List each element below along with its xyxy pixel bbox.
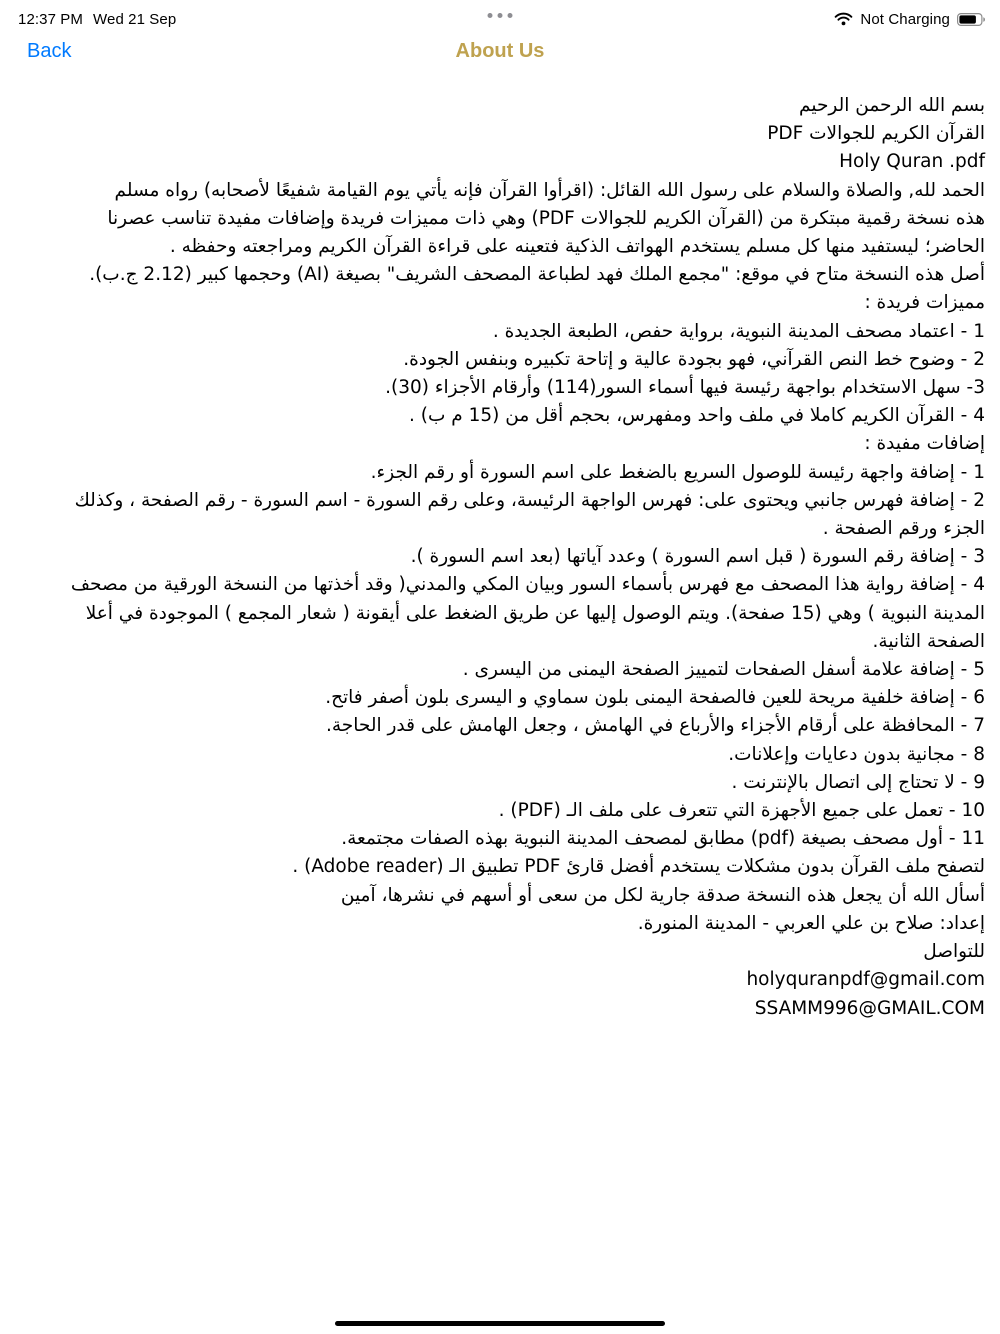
content-line: الصفحة الثانية. (872, 630, 985, 652)
battery-icon (957, 13, 986, 26)
page-title: About Us (455, 40, 545, 62)
content-line: 10 - تعمل على جميع الأجهزة التي تتعرف على ملف الـ (PDF) . (498, 800, 985, 822)
content-line: لتصفح ملف القرآن بدون مشكلات يستخدم أفضل قارئ PDF تطبيق الـ (Adobe reader) . (292, 856, 985, 878)
content-line: 1 - اعتماد مصحف المدينة النبوية، برواية حفص، الطبعة الجديدة . (492, 320, 985, 342)
content-line: 11 - أول مصحف بصيغة (pdf) مطابق لمصحف المدينة النبوية بهذه الصفات مجتمعة. (341, 828, 985, 850)
email-secondary: SSAMM996@GMAIL.COM (754, 997, 985, 1019)
contact-heading: للتواصل (923, 941, 985, 963)
dot-icon (508, 13, 513, 18)
back-button[interactable]: Back (27, 40, 72, 62)
basmala-line: بسم الله الرحمن الرحيم (799, 95, 985, 116)
content-line: 2 - إضافة فهرس جانبي ويحتوى على: فهرس الواجهة الرئيسة، وعلى رقم السورة - اسم السورة - رقم الصفحة ، وكذلك (74, 489, 985, 511)
content-line: 7 - المحافظة على أرقام الأجزاء والأرباع في الهامش ، وجعل الهامش على قدر الحاجة. (326, 715, 985, 737)
features-heading: مميزات فريدة : (864, 292, 985, 314)
dot-icon (488, 13, 493, 18)
content-line: 3- سهل الاستخدام بواجهة رئيسة فيها أسماء السور(114) وأرقام الأجزاء (30). (385, 377, 985, 399)
battery-status-label: Not Charging (860, 10, 950, 28)
about-text (15, 92, 985, 1023)
content-line: الجزء ورقم الصفحة . (822, 518, 985, 540)
status-left (18, 11, 176, 28)
status-time: 12:37 PM (18, 10, 84, 28)
email-primary: holyquranpdf@gmail.com (746, 969, 985, 991)
content-line: 5 - إضافة علامة أسفل الصفحات لتمييز الصفحة اليمنى من اليسرى . (462, 659, 985, 681)
content-line: أصل هذه النسخة متاح في موقع: "مجمع الملك فهد لطباعة المصحف الشريف" بصيغة (AI) وحجمها كبير (2.12 ج.ب). (89, 264, 985, 286)
content-line: 6 - إضافة خلفية مريحة للعين فالصفحة اليمنى بلون سماوي و اليسرى بلون أصفر فاتح. (325, 687, 985, 709)
content-line: 3 - إضافة رقم السورة ( قبل اسم السورة ) وعدد آياتها (بعد اسم السورة ). (410, 546, 985, 568)
content-line: 1 - إضافة واجهة رئيسة للوصول السريع بالضغط على اسم السورة أو رقم الجزء. (370, 461, 985, 483)
status-date: Wed 21 Sep (93, 10, 177, 28)
content-line: الحمد لله, والصلاة والسلام على رسول الله القائل: (اقرأوا القرآن فإنه يأتي يوم القيامة شفيعًا لأصحابه) رواه مسلم (114, 179, 985, 201)
status-right (834, 11, 986, 28)
content-line: 4 - القرآن الكريم كاملا في ملف واحد ومفهرس، بحجم أقل من (15 م ب) . (408, 405, 985, 427)
content-line: 9 - لا تحتاج إلى اتصال بالإنترنت . (731, 771, 985, 793)
content-line: 8 - مجانية بدون دعايات وإعلانات. (728, 743, 985, 765)
content-line: 4 - إضافة رواية هذا المصحف مع فهرس بأسماء السور وبيان المكي والمدني( وقد أخذتها من النسخة الورقية من مصحف (70, 574, 985, 596)
dot-icon (498, 13, 503, 18)
nav-bar (0, 34, 1000, 80)
home-indicator[interactable] (335, 1321, 665, 1326)
content-line: الحاضر؛ ليستفيد منها كل مسلم يستخدم الهواتف الذكية فتعينه على قراءة القرآن الكريم ومراجعته وحفظه . (169, 236, 985, 258)
status-dots-icon (488, 13, 513, 18)
content-line: المدينة النبوية ) وهي (15 صفحة). ويتم الوصول إليها عن طريق الضغط على أيقونة ( شعار المجمع ) الموجودة في أعلا (85, 602, 985, 624)
author-line: إعداد: صلاح بن علي العربي - المدينة المنورة. (637, 912, 985, 934)
wifi-icon (834, 12, 853, 26)
content-line: هذه نسخة رقمية مبتكرة من (القرآن الكريم للجوالات PDF) وهي ذات مميزات فريدة وإضافات مفيدة تناسب عصرنا (107, 207, 985, 229)
app-title-arabic: القرآن الكريم للجوالات PDF (767, 123, 985, 145)
content-line: 2 - وضوح خط النص القرآني، فهو بجودة عالية و إتاحة تكبيره وبنفس الجودة. (403, 348, 985, 370)
content-line: أسأل الله أن يجعل هذه النسخة صدقة جارية لكل من سعى أو أسهم في نشرها، آمين (340, 884, 985, 906)
status-bar (0, 0, 1000, 30)
app-title-english: Holy Quran .pdf (839, 151, 985, 173)
additions-heading: إضافات مفيدة : (864, 433, 985, 455)
